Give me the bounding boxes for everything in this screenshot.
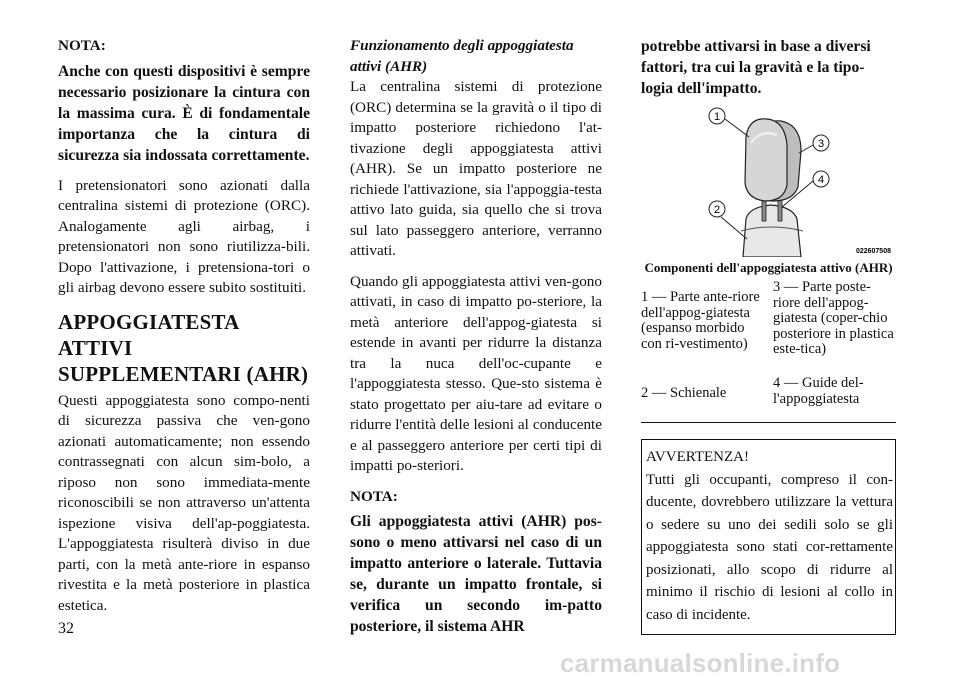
continuation-text: potrebbe attivarsi in base a diversi fattori, tra cui la gravità e la tipo-logia dell'impatto. xyxy=(641,38,871,97)
figure-legend xyxy=(641,280,896,423)
callout-3: 3 xyxy=(817,138,825,150)
warning-text: Tutti gli occupanti, compreso il con-ducente, dovrebbero utilizzare la vettura o sedere su uno dei sedili solo se gli appoggiatesta sono stati cor-rettamente posizionati, allo scopo di ridurre al minimo il rischio di lesioni al collo in caso di incidente. xyxy=(646,471,893,623)
warning-title: AVVERTENZA! xyxy=(646,449,749,465)
figure-code: 022607508 xyxy=(855,248,891,255)
legend-item-2: 2 — Schienale xyxy=(641,385,727,401)
pretensioner-paragraph: I pretensionatori sono azionati dalla centralina sistemi di protezione (ORC). Analogamente agli airbag, i pretensionatori non sono riutilizza-bili. Dopo l'attivazione, i pretensiona-tori o gli airbag devono essere subito sostituiti. xyxy=(58,176,310,296)
ahr-intro-paragraph: Questi appoggiatesta sono compo-nenti di sicurezza passiva che ven-gono azionati automaticamente; non essendo contrassegnati con alcun sim-bolo, a riposo non sono immediata-mente riconoscibili se non attraverso un'attenta ispezione visiva dell'ap-poggiatesta. L'appoggiatesta risulterà diviso in due parti, con la metà ante-riore in espanso rivestita e la metà posteriore in plastica estetica. xyxy=(58,391,310,614)
callout-4: 4 xyxy=(817,174,825,186)
figure-caption: Componenti dell'appoggiatesta attivo (AHR) xyxy=(644,260,893,275)
left-column xyxy=(58,36,310,626)
note-label: NOTA: xyxy=(58,37,106,54)
section-heading: APPOGGIATESTA ATTIVI SUPPLEMENTARI (AHR) xyxy=(58,309,309,386)
note-text: Anche con questi dispositivi è sempre necessario posizionare la cintura con la massima cura. È di fondamentale importanza che la cintura di sicurezza sia indossata correttamente. xyxy=(58,62,310,164)
callout-1: 1 xyxy=(713,111,721,123)
legend-item-1: 1 — Parte ante-riore dell'appog-giatesta (espanso morbido con ri-vestimento) xyxy=(641,289,760,352)
page-number: 32 xyxy=(58,620,74,637)
warning-box xyxy=(641,439,896,635)
watermark: carmanualsonline.info xyxy=(560,648,841,678)
middle-column xyxy=(350,36,602,647)
headrest-figure xyxy=(641,107,896,257)
subheading: Funzionamento degli appoggiatesta attivi (AHR) xyxy=(350,37,574,75)
note-text-2: Gli appoggiatesta attivi (AHR) pos-sono o meno attivarsi nel caso di un impatto anteriore o laterale. Tuttavia se, durante un impatto frontale, si verifica un secondo im-patto posteriore, il sistema AHR xyxy=(350,513,602,635)
right-column xyxy=(641,36,896,635)
ahr-activation-paragraph: Quando gli appoggiatesta attivi ven-gono attivati, in caso di impatto po-steriore, la metà anteriore dell'appog-giatesta si estende in avanti per ridurre la distanza tra la nuca dell'oc-cupante e l'appoggiatesta stesso. Que-sto sistema è stato progettato per aiu-tare ad evitare o ridurre l'entità delle lesioni al conducente e al passeggero anteriore per certi tipi di impatti po-steriori. xyxy=(350,272,602,474)
callout-2: 2 xyxy=(713,204,721,216)
note-label-2: NOTA: xyxy=(350,487,398,505)
legend-item-4: 4 — Guide del-l'appoggiatesta xyxy=(773,375,864,407)
legend-item-3: 3 — Parte poste-riore dell'appog-giatesta (coper-chio posteriore in plastica este-tica) xyxy=(773,279,894,357)
ahr-function-paragraph: La centralina sistemi di protezione (ORC) determina se la gravità o il tipo di impatto posteriore richiedono l'at-tivazione degli appoggiatesta attivi (AHR). Se un impatto posteriore ne richiede l'attivazione, sia l'appoggia-testa attivo lato guida, sia quello che si trova sul lato passeggero anteriore, verranno attivati. xyxy=(350,78,602,259)
headrest-illustration xyxy=(641,107,896,257)
